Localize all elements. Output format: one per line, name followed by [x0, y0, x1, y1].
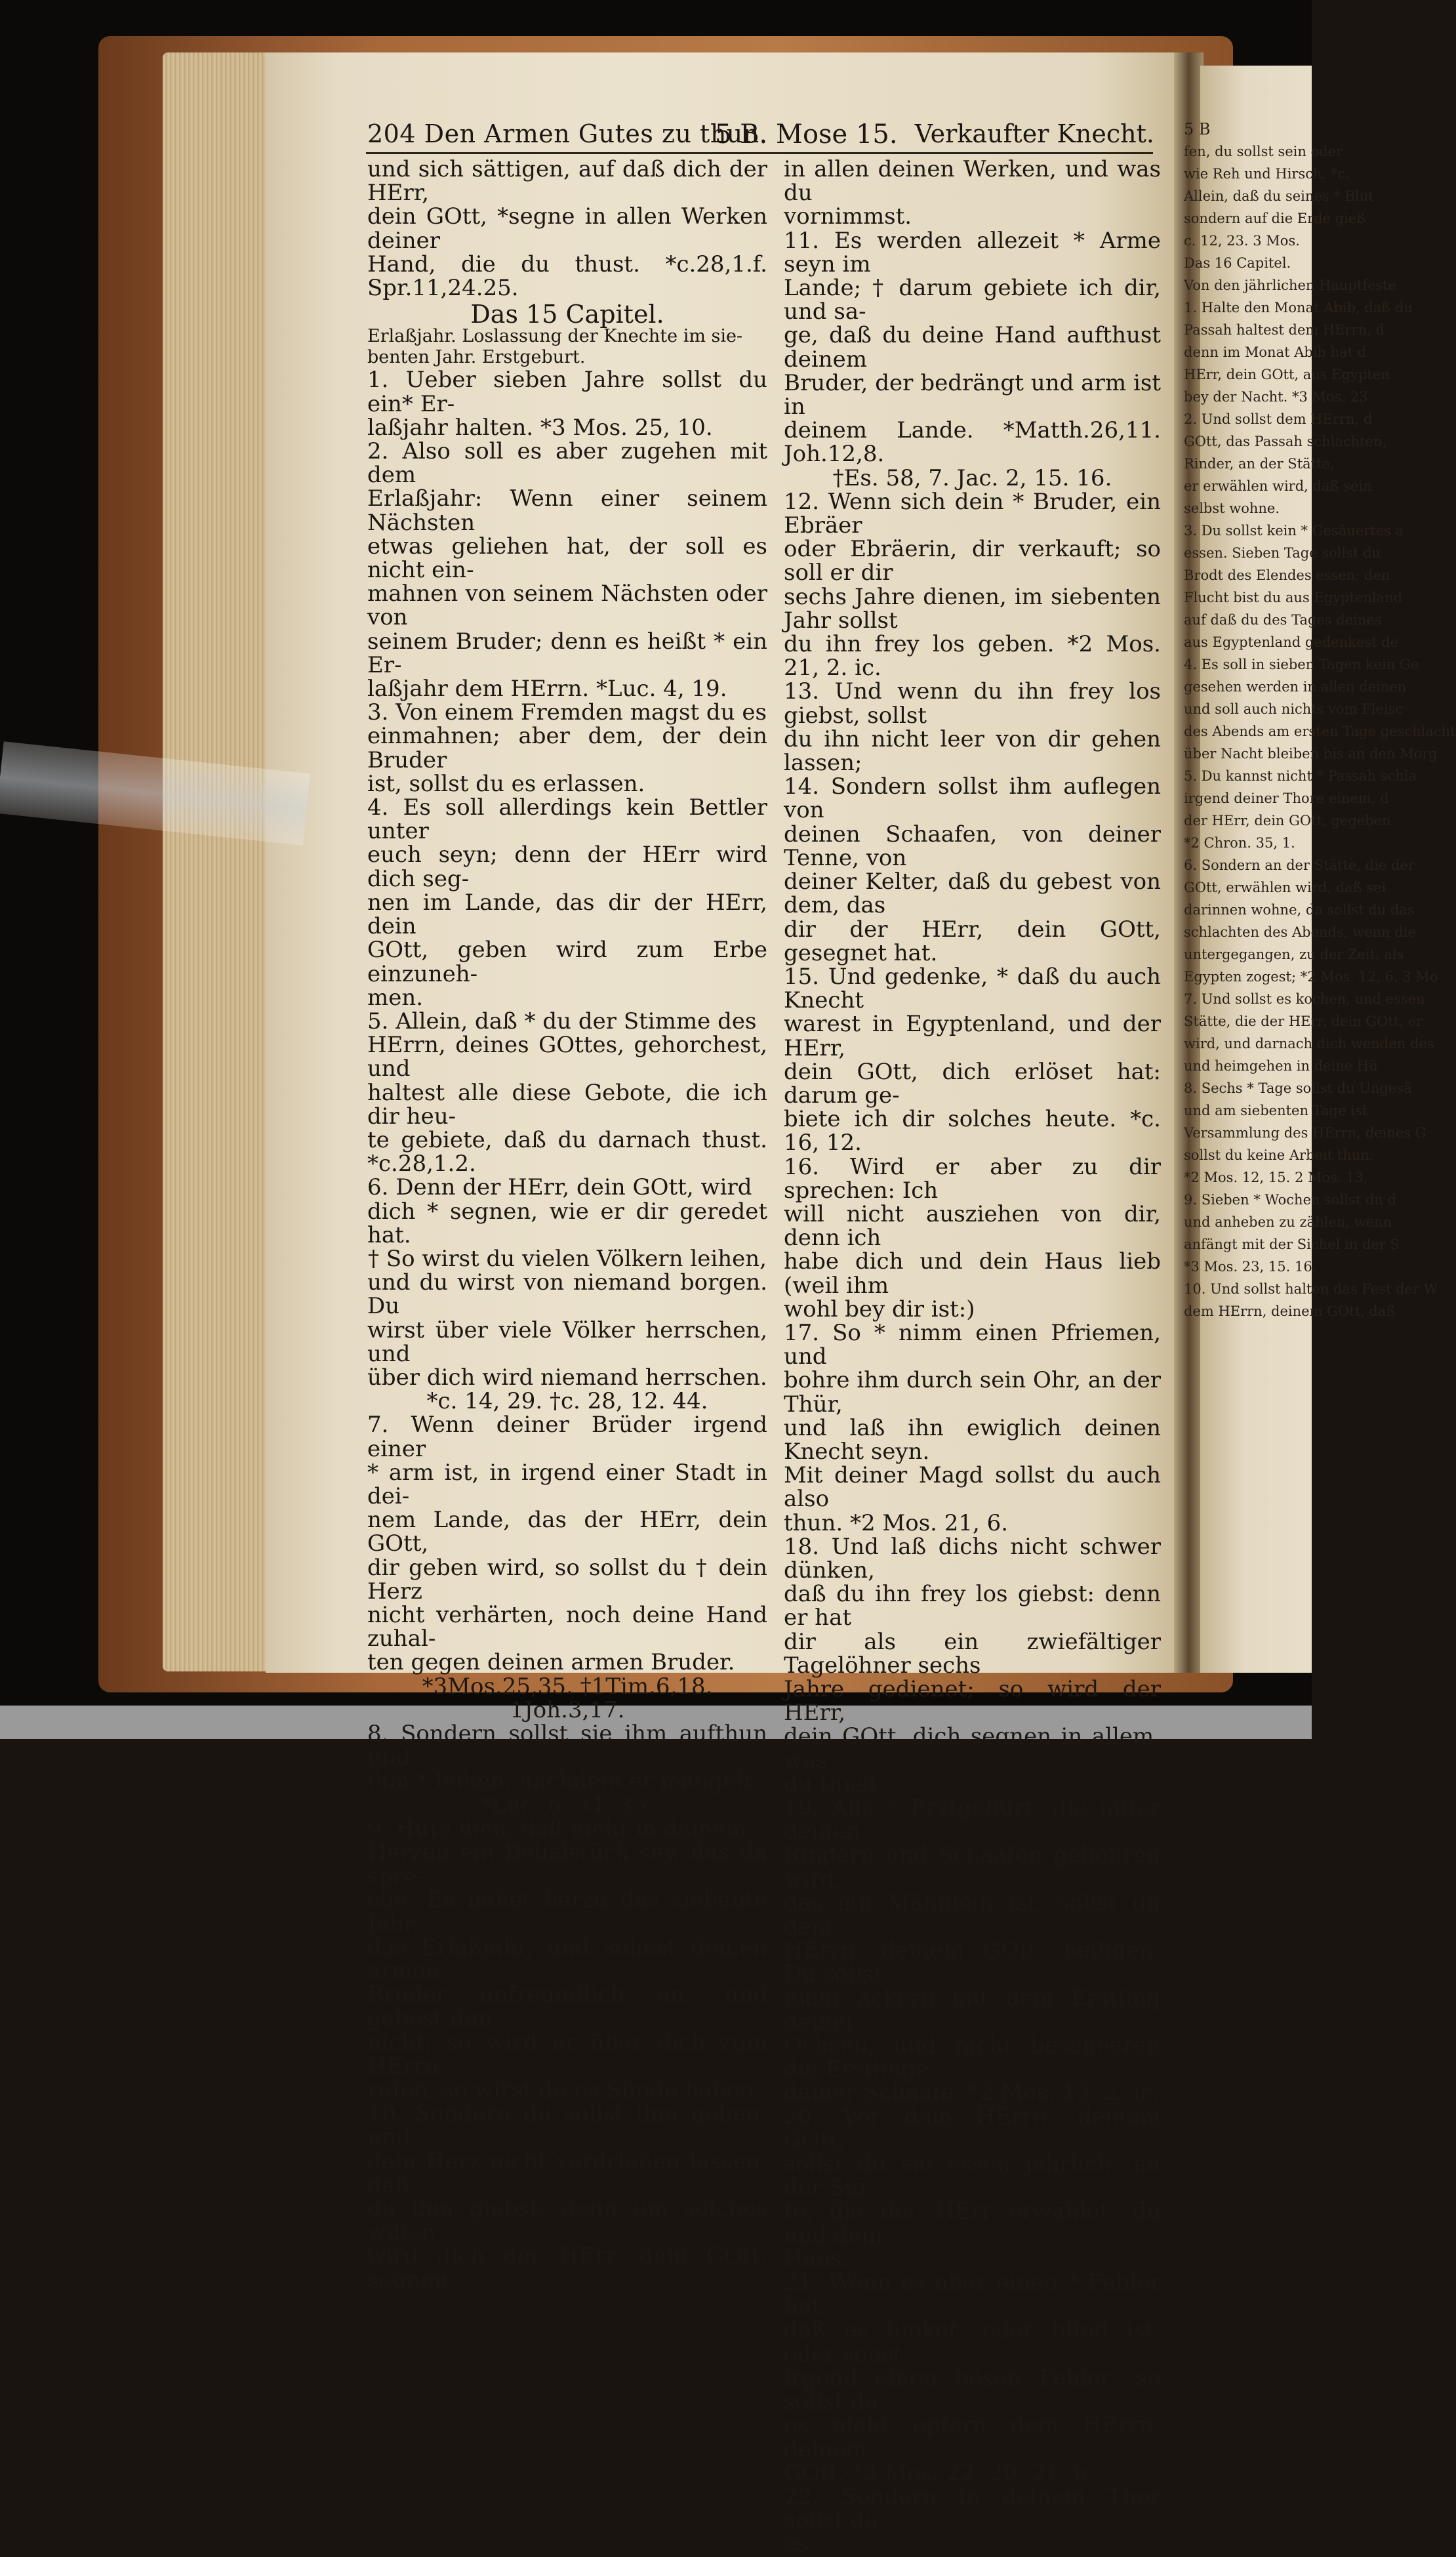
text-line: 16. Wird er aber zu dir sprechen: Ich — [784, 1153, 1161, 1204]
text-line: 5. Du kannst nicht * Passah schla — [1184, 768, 1417, 784]
text-line: laßjahr halten. *3 Mos. 25, 10. — [367, 414, 713, 441]
text-line: dir als ein zwiefältiger Tagelöhner sechs — [784, 1628, 1161, 1679]
text-line: Passah haltest dem HErrn, d — [1184, 322, 1385, 338]
text-line: ihm * leihen, nachdem er mangelt. — [367, 1768, 759, 1795]
text-line: Jahre gedienet; so wird der HErr, — [784, 1676, 1161, 1727]
text-line: 7. Und sollst es kochen, und essen — [1184, 991, 1425, 1007]
text-line: etwas geliehen hat, der soll es nicht ein- — [367, 533, 767, 584]
text-line: fen, du sollst sein oder — [1184, 144, 1343, 159]
text-line: es nicht opfern dem HErrn, deinem — [784, 2412, 1161, 2463]
text-line: du ihn nicht leer von dir gehen lassen; — [784, 726, 1161, 777]
text-line: Brodt des Elendes essen; den — [1184, 567, 1390, 583]
text-line: c. 12, 23. 3 Mos. — [1184, 233, 1300, 249]
text-line: deiner Kelter, daß du gebest von dem, das — [784, 869, 1161, 919]
text-line: 17. So * nimm einen Pfriemen, und — [784, 1319, 1161, 1370]
text-line: biete ich dir solches heute. *c. 16, 12. — [784, 1106, 1161, 1156]
text-line: Von den jährlichen Hauptfeste — [1184, 277, 1397, 293]
text-line: ist, sollst du es erlassen. — [367, 770, 645, 797]
text-line: 19. Alle * Erstgeburt, die unter deinen — [784, 1795, 1161, 1845]
text-line: dem HErrn, deinem GOtt, daß — [1184, 1303, 1396, 1319]
text-line: dich * segnen, wie er dir geredet hat. — [367, 1198, 767, 1248]
text-line: men. — [367, 984, 424, 1011]
text-line: rufen, so wirst du es Sünde haben. — [367, 2077, 761, 2104]
text-line: 8. Sechs * Tage sollst du Ungesä — [1184, 1080, 1412, 1096]
text-line: ge, daß du deine Hand aufthust deinem — [784, 322, 1161, 373]
text-line: essen. Sieben Tage sollst du — [1184, 545, 1381, 561]
text-line: warest in Egyptenland, und der HErr, — [784, 1011, 1161, 1061]
text-line: nen im Lande, das dir der HErr, dein — [367, 889, 767, 940]
text-line: dir geben wird, so sollst du † dein Herz — [367, 1554, 767, 1605]
text-line: 4. Es soll in sieben Tagen kein Ge — [1184, 657, 1419, 672]
text-line: und sich sättigen, auf daß dich der HErr, — [367, 156, 767, 207]
next-page-header: 5 B — [1184, 120, 1211, 138]
text-line: und am siebenten Tage ist — [1184, 1103, 1368, 1118]
text-line: Lande; † darum gebiete ich dir, und sa- — [784, 275, 1161, 325]
text-line: 9. Sieben * Wochen sollst du d — [1184, 1192, 1397, 1208]
text-line: auf daß du des Tages deines — [1184, 612, 1382, 628]
text-line: schlachten des Abends, wenn die — [1184, 924, 1416, 940]
text-line: seinem Bruder; denn es heißt * ein Er- — [367, 628, 767, 678]
text-line: in allen deinen Werken, und was du — [784, 156, 1161, 207]
page-edges — [163, 52, 268, 1671]
text-line: 21. Wenn es aber einen * Fehler hat, — [784, 2270, 1161, 2320]
text-line: Stätte, die der HErr, dein GOtt, er — [1184, 1013, 1423, 1029]
text-line: du thust. — [784, 1770, 885, 1797]
text-line: HErrn, deinem GOtt, heiligen. Du sollst — [784, 1937, 1161, 1988]
text-line: che: Es nahet herzu das siebente Jahr, — [367, 1887, 767, 1937]
text-line: 10. Sondern du sollst ihm geben, und — [367, 2100, 767, 2151]
text-line: te, die der HErr erwählet, du und dein — [784, 2198, 1161, 2249]
text-line: dein GOtt, dich erlöset hat: darum ge- — [784, 1058, 1161, 1109]
text-line: 14. Sondern sollst ihm auflegen von — [784, 773, 1161, 824]
text-line: GOtt, erwählen wird, daß sei — [1184, 880, 1386, 895]
text-line: daß du ihn frey los giebst: denn er hat — [784, 1581, 1161, 1631]
text-line: er erwählen wird, daß sein — [1184, 478, 1372, 494]
text-line: Ochsen, und nicht bescheeren die Erstlinge — [784, 2032, 1161, 2083]
text-line: Hand, die du thust. *c.28,1.f. Spr.11,24.25. — [367, 251, 767, 302]
next-page-column — [1184, 118, 1456, 1322]
header-left — [367, 119, 767, 148]
text-line: aus Egyptenland gedenkest de — [1184, 634, 1399, 650]
text-line: Egypten zogest; *2 Mos. 12, 6. 3 Mo — [1184, 969, 1438, 985]
running-header — [367, 119, 1154, 151]
text-line: und anheben zu zählen, wenn — [1184, 1214, 1392, 1230]
text-line: nicht ackern mit dem Erstling deiner — [784, 1984, 1161, 2035]
text-line: te gebiete, daß du darnach thust. *c.28,1.2. — [367, 1126, 767, 1177]
text-line: bohre ihm durch sein Ohr, an der Thür, — [784, 1367, 1161, 1418]
text-line: *2 Chron. 35, 1. — [1184, 835, 1295, 851]
header-book: 5 B. Mose 15. — [715, 119, 898, 150]
text-line: nicht; so wird er über dich zum HErrn — [367, 2029, 767, 2079]
text-line: 2. Also soll es aber zugehen mit dem — [367, 438, 767, 489]
text-line: sondern auf die Erde gieß — [1184, 211, 1366, 226]
text-line: Rinder, an der Stätte, — [1184, 456, 1335, 472]
header-rule — [366, 152, 1153, 154]
cross-reference: †Es. 58, 7. Jac. 2, 15. 16. — [832, 464, 1112, 491]
text-line: das Erlaßjahr, und sehest deinen armen — [367, 1934, 767, 1985]
text-line: 13. Und wenn du ihn frey los giebst, sollst — [784, 678, 1161, 729]
cross-reference: *3Mos.25,35. †1Tim.6,18. 1Joh.3,17. — [422, 1673, 713, 1723]
text-line: dein Herz nicht verdrießen lassen, daß — [367, 2148, 767, 2198]
text-line: irgend einen bösen Fehler; so sollst du — [784, 2364, 1161, 2415]
text-line: *3 Mos. 23, 15. 16. — [1184, 1259, 1317, 1275]
text-line: 4. Es soll allerdings kein Bettler unter — [367, 794, 767, 845]
chapter-heading: Das 15 Capitel. — [470, 300, 664, 329]
page-number: 204 — [367, 119, 416, 148]
text-line: 20. Vor dem HErrn, deinem GOtt, — [784, 2103, 1161, 2154]
text-line: haltest alle diese Gebote, die ich dir heu- — [367, 1079, 767, 1130]
text-line: anfängt mit der Sichel in der S — [1184, 1237, 1400, 1252]
text-line: sollst du keine Arbeit thun. — [1184, 1147, 1374, 1163]
text-line: Bruder unfreundlich an, und gebest ihm — [367, 1982, 767, 2032]
text-line: des Abends am ersten Tage geschlacht — [1184, 724, 1456, 739]
header-right-title: Verkaufter Knecht. — [914, 119, 1154, 148]
text-line: oder Ebräerin, dir verkauft; so soll er dir — [784, 536, 1161, 586]
text-line: 5. Allein, daß * du der Stimme des — [367, 1008, 757, 1034]
text-line: 18. Und laß dichs nicht schwer dünken, — [784, 1533, 1161, 1584]
text-line: über Nacht bleiben bis an den Morg — [1184, 746, 1438, 762]
text-line: 8. Sondern sollst sie ihm aufthun und — [367, 1721, 767, 1771]
text-line: einmahnen; aber dem, der dein Bruder — [367, 723, 767, 773]
text-line: wie Reh und Hirsch. *c. — [1184, 166, 1350, 182]
text-line: es — [784, 2531, 809, 2557]
cross-reference: *Luc. 6, 34. 35. — [480, 1791, 655, 1818]
text-line: 2. Und sollst dem HErrn, d — [1184, 411, 1373, 427]
text-line: und heimgehen in deine Hü — [1184, 1058, 1378, 1074]
text-line: Herzen ein Belialstück sey, das da spre- — [367, 1839, 767, 1890]
text-line: denn im Monat Abib hat d — [1184, 344, 1367, 360]
text-line: HErr, dein GOtt, aus Egypten — [1184, 367, 1390, 382]
text-line: 15. Und gedenke, * daß du auch Knecht — [784, 963, 1161, 1014]
text-line: ten gegen deinen armen Bruder. — [367, 1649, 735, 1676]
text-line: 6. Denn der HErr, dein GOtt, wird — [367, 1174, 752, 1201]
text-line: wird dich der HErr, dein GOtt, segnen — [367, 2243, 767, 2293]
text-line: will nicht ausziehen von dir, denn ich — [784, 1200, 1161, 1252]
text-line: Allein, daß du seines * Blut — [1184, 188, 1374, 204]
text-line: das ein Männlein ist, sollst du dem — [784, 1889, 1161, 1940]
text-line: 6. Sondern an der Stätte, die der — [1184, 857, 1415, 873]
left-text-column — [367, 157, 767, 2292]
text-line: 22. Sondern in deinem Thor sollst du — [784, 2483, 1161, 2534]
text-line: vornimmst. — [784, 203, 912, 230]
text-line: nicht verhärten, noch deine Hand zuhal- — [367, 1601, 767, 1652]
text-line: deiner Schaafe. *2 Mos. 13, 2. ic. — [784, 2079, 1160, 2106]
text-line: untergegangen, zu der Zeit, als — [1184, 947, 1404, 962]
header-left-title: Den Armen Gutes zu thun. — [424, 119, 768, 148]
text-line: laßjahr dem HErrn. *Luc. 4, 19. — [367, 676, 727, 703]
text-line: über dich wird niemand herrschen. — [367, 1364, 767, 1391]
text-line: irgend deiner Thore einem, d — [1184, 790, 1389, 806]
text-line: mahnen von seinem Nächsten oder von — [367, 581, 767, 631]
text-line: Erlaßjahr: Wenn einer seinem Nächsten — [367, 485, 767, 536]
text-line: du ihm giebst: denn um solches willen — [367, 2196, 767, 2246]
text-line: wird, und darnach dich wenden des — [1184, 1036, 1434, 1052]
text-line: 11. Es werden allezeit * Arme seyn im — [784, 227, 1161, 277]
text-line: habe dich und dein Haus lieb (weil ihm — [784, 1248, 1161, 1299]
text-line: GOtt. *3 Mos. 22, 20. 21. ic. — [784, 2459, 1101, 2486]
text-line: bey der Nacht. *3 Mos. 23 — [1184, 389, 1368, 405]
chapter-summary: benten Jahr. Erstgeburt. — [367, 347, 586, 368]
text-line: *2 Mos. 12, 15. 2 Mos. 13, — [1184, 1170, 1368, 1185]
text-line: GOtt, das Passah schlachten, — [1184, 434, 1387, 449]
text-line: dein GOtt, dich segnen in allem, was — [784, 1723, 1161, 1774]
text-line: * arm ist, in irgend einer Stadt in dei- — [367, 1459, 767, 1509]
text-line: 1. Ueber sieben Jahre sollst du ein* Er- — [367, 367, 767, 417]
text-line: daß es hinket, oder blind ist, oder sonst — [784, 2317, 1161, 2367]
text-line: Rindern und Schaafen gebohren wird, — [784, 1842, 1161, 1892]
right-text-column — [784, 157, 1161, 2556]
text-line: 7. Wenn deiner Brüder irgend einer — [367, 1412, 767, 1462]
text-line: 12. Wenn sich dein * Bruder, ein Ebräer — [784, 488, 1161, 539]
text-line: 3. Du sollst kein * Gesäuertes a — [1184, 523, 1404, 539]
text-line: und soll auch nichts vom Fleisc — [1184, 701, 1404, 717]
text-line: Versammlung des HErrn, deines G — [1184, 1125, 1426, 1141]
text-line: deinem Lande. *Matth.26,11. Joh.12,8. — [784, 417, 1161, 468]
text-line: GOtt, geben wird zum Erbe einzuneh- — [367, 937, 767, 987]
text-line: darinnen wohne, da sollst du das — [1184, 902, 1415, 918]
text-line: 10. Und sollst halten das Fest der W — [1184, 1281, 1438, 1297]
text-line: gesehen werden in allen deinen — [1184, 679, 1407, 695]
text-line: thun. *2 Mos. 21, 6. — [784, 1509, 1009, 1536]
text-line: nem Lande, das der HErr, dein GOtt, — [367, 1507, 767, 1557]
cross-reference: † So wirst du vielen Völkern leihen, — [368, 1245, 767, 1272]
text-line: 9. Hüte dich, daß nicht in deinem — [367, 1815, 747, 1842]
text-line: Das 16 Capitel. — [1184, 255, 1291, 271]
text-line: sechs Jahre dienen, im siebenten Jahr sollst — [784, 583, 1161, 634]
text-line: 3. Von einem Fremden magst du es — [367, 699, 767, 726]
text-line: Haus. — [784, 2245, 850, 2272]
text-line: wohl bey dir ist:) — [784, 1296, 975, 1322]
text-line: Mit deiner Magd sollst du auch also — [784, 1462, 1161, 1513]
cross-reference: *c. 14, 29. †c. 28, 12. 44. — [426, 1388, 708, 1415]
chapter-summary: Erlaßjahr. Loslassung der Knechte im sie- — [367, 326, 743, 347]
text-line: der HErr, dein GOtt, gegeben — [1184, 813, 1391, 828]
text-line: 1. Halte den Monat Abib, daß du — [1184, 300, 1413, 316]
text-line: wirst über viele Völker herrschen, und — [367, 1317, 767, 1367]
text-line: Bruder, der bedrängt und arm ist in — [784, 369, 1161, 420]
text-line: Flucht bist du aus Egyptenland — [1184, 590, 1403, 605]
text-line: HErrn, deines GOttes, gehorchest, und — [367, 1032, 767, 1082]
text-line: du ihn frey los geben. *2 Mos. 21, 2. ic. — [784, 631, 1161, 682]
text-line: und du wirst von niemand borgen. Du — [367, 1269, 767, 1320]
text-line: dir der HErr, dein GOtt, gesegnet hat. — [784, 916, 1161, 966]
text-line: selbst wohne. — [1184, 501, 1280, 516]
text-line: sollst du sie essen jährlich, an der Stä- — [784, 2151, 1161, 2201]
text-line: und laß ihn ewiglich deinen Knecht seyn. — [784, 1414, 1161, 1465]
text-line: dein GOtt, *segne in allen Werken deiner — [367, 203, 767, 254]
text-line: deinen Schaafen, von deiner Tenne, von — [784, 821, 1161, 871]
text-line: euch seyn; denn der HErr wird dich seg- — [367, 842, 767, 892]
